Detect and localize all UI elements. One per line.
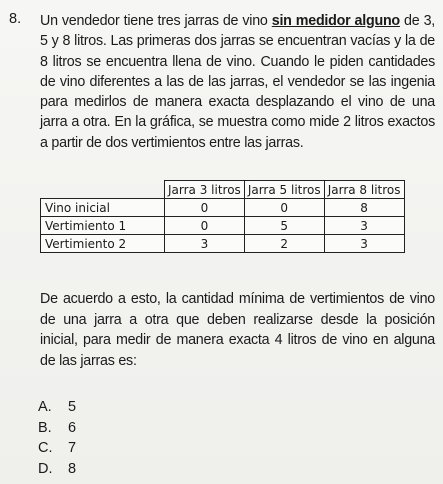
table-header: Jarra 8 litros <box>324 181 404 199</box>
option-b[interactable] <box>38 418 76 439</box>
intro-emphasis: sin medidor alguno <box>271 13 400 29</box>
option-letter: B. <box>38 419 52 436</box>
question-prompt: De acuerdo a esto, la cantidad mínima de vertimientos de vino de una jarra a otra que deben realizarse desde la posición inicial, para medir de manera exacta 4 litros de vino en alguna de las jarras es: <box>40 291 435 369</box>
option-value: 7 <box>68 440 77 456</box>
table-cell: 2 <box>244 235 324 253</box>
option-letter: A. <box>38 399 52 415</box>
option-a[interactable] <box>38 397 76 418</box>
option-value: 6 <box>68 419 77 436</box>
option-letter: D. <box>38 460 53 477</box>
table-cell: 3 <box>165 235 245 253</box>
option-c[interactable] <box>38 438 76 459</box>
row-label: Vertimiento 2 <box>41 235 165 253</box>
table-header-row <box>41 181 405 199</box>
question-intro <box>40 11 435 153</box>
intro-text-part2: de 3, 5 y 8 litros. Las primeras dos jarras se encuentran vacías y la de 8 litros se encuentra llena de vino. Cuando le piden cantidades de vino diferentes a las de las jarras, el vendedor se las ingenia para medirlos de manera exacta desplazando el vino de una jarra a otra. En la gráfica, se muestra como mide 2 litros exactos a partir de dos vertimientos entre las jarras. <box>40 13 435 151</box>
table-cell: 8 <box>324 199 404 217</box>
option-value: 5 <box>68 399 77 415</box>
table-cell: 0 <box>244 199 324 217</box>
table-cell: 3 <box>324 217 404 235</box>
table-row <box>41 217 405 235</box>
row-label: Vino inicial <box>41 199 165 217</box>
table-cell: 0 <box>165 199 245 217</box>
option-letter: C. <box>38 440 53 456</box>
jugs-table <box>40 180 405 253</box>
answer-options <box>38 397 76 479</box>
option-value: 8 <box>68 460 77 477</box>
table-header: Jarra 5 litros <box>244 181 324 199</box>
table-cell: 0 <box>165 217 245 235</box>
intro-text-part1: Un vendedor tiene tres jarras de vino <box>40 13 272 29</box>
table-header: Jarra 3 litros <box>165 181 245 199</box>
table-row <box>41 199 405 217</box>
row-label: Vertimiento 1 <box>41 217 165 235</box>
table-row <box>41 235 405 253</box>
table-corner-cell <box>41 181 165 199</box>
question-number: 8. <box>9 11 22 27</box>
table-cell: 5 <box>244 217 324 235</box>
table-cell: 3 <box>324 235 404 253</box>
option-d[interactable] <box>38 459 76 480</box>
